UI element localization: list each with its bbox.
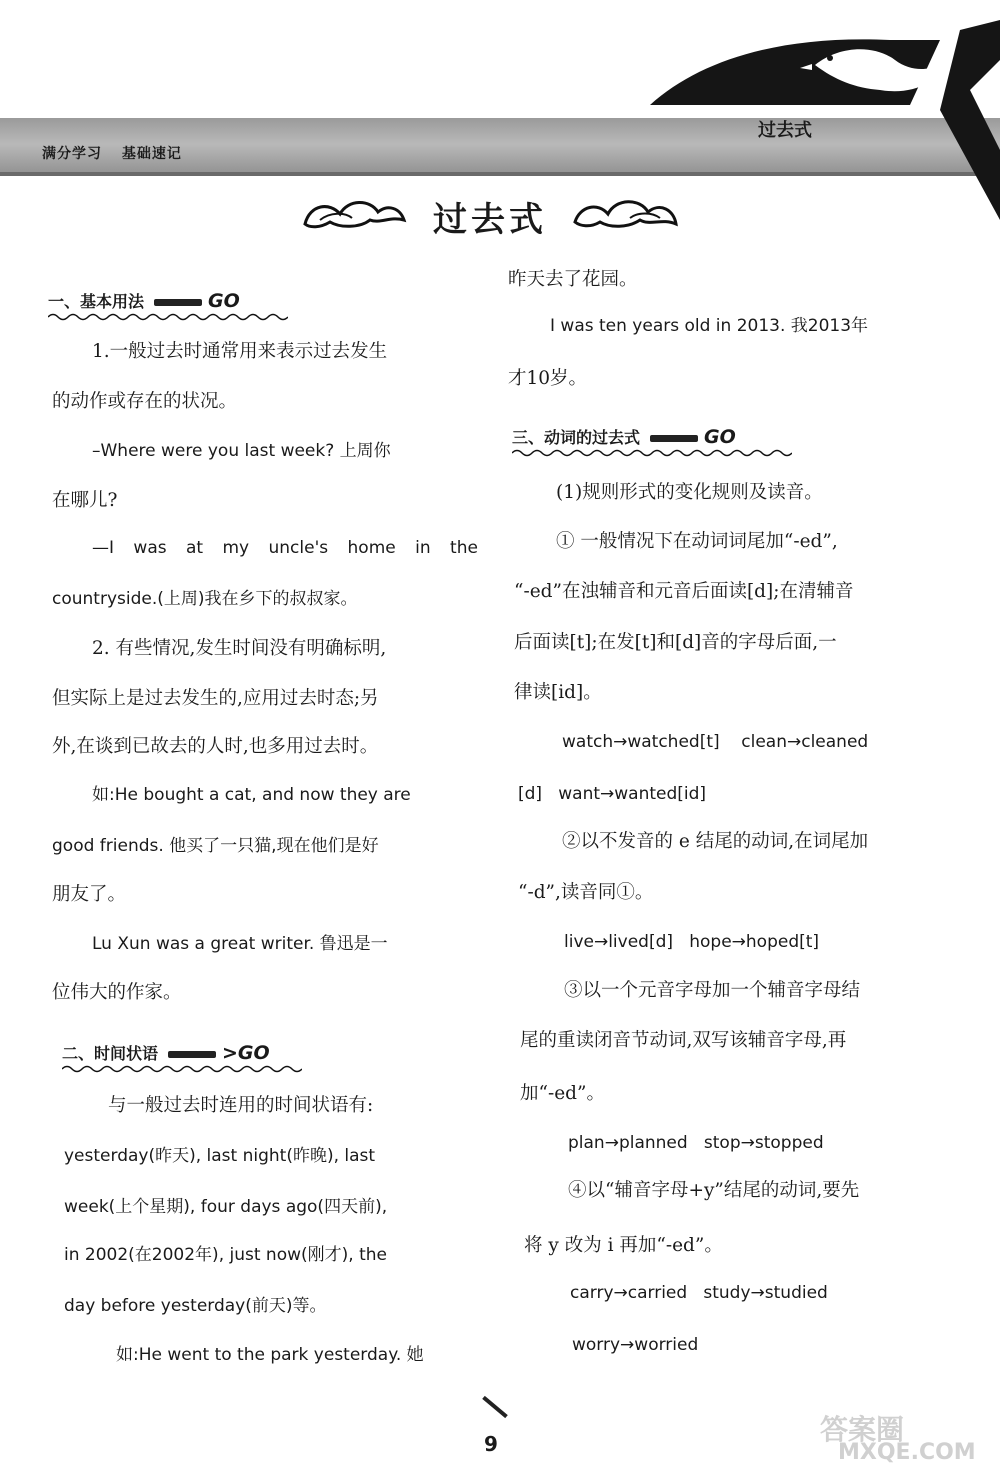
header-label-2: 基础速记 bbox=[121, 146, 182, 162]
text-line: “-ed”在浊辅音和元音后面读[d];在清辅音 bbox=[514, 581, 854, 602]
header-label-1: 满分学习 bbox=[42, 146, 102, 162]
text-line: 律读[id]。 bbox=[514, 682, 602, 703]
text-line: 与一般过去时连用的时间状语有: bbox=[108, 1095, 374, 1116]
text-line: 后面读[t];在发[t]和[d]音的字母后面,一 bbox=[514, 632, 837, 653]
text-line: in 2002(在2002年), just now(刚才), the bbox=[64, 1245, 387, 1265]
page-title bbox=[300, 190, 680, 240]
text-line: 如:He bought a cat, and now they are bbox=[92, 785, 411, 805]
text-line: week(上个星期), four days ago(四天前), bbox=[64, 1197, 388, 1217]
heading-bar bbox=[154, 299, 202, 306]
text-line: (1)规则形式的变化规则及读音。 bbox=[556, 482, 823, 503]
wavy-underline bbox=[512, 448, 792, 458]
text-line: 1.一般过去时通常用来表示过去发生 bbox=[92, 341, 388, 362]
page-number: 9 bbox=[484, 1432, 498, 1456]
wavy-underline bbox=[62, 1064, 302, 1074]
text-line: 才10岁。 bbox=[508, 368, 588, 389]
text-line: 的动作或存在的状况。 bbox=[52, 391, 238, 412]
header-chapter-title: 过去式 bbox=[758, 120, 812, 141]
text-line: ④以“辅音字母+y”结尾的动词,要先 bbox=[568, 1180, 860, 1201]
section-heading-basic-usage: 一、基本用法 GO bbox=[48, 290, 240, 312]
text-line: day before yesterday(前天)等。 bbox=[64, 1296, 327, 1316]
text-line: 将 y 改为 i 再加“-ed”。 bbox=[524, 1235, 723, 1256]
example-line: plan→planned stop→stopped bbox=[568, 1133, 824, 1153]
page-title-text: 过去式 bbox=[433, 200, 547, 240]
text-line: ③以一个元音字母加一个辅音字母结 bbox=[564, 980, 861, 1001]
heading-bar bbox=[650, 435, 698, 442]
cloud-right-icon bbox=[570, 194, 680, 234]
page-number-decoration bbox=[482, 1396, 508, 1418]
text-line: countryside.(上周)我在乡下的叔叔家。 bbox=[52, 589, 358, 609]
text-line: good friends. 他买了一只猫,现在他们是好 bbox=[52, 836, 379, 856]
example-line: watch→watched[t] clean→cleaned bbox=[562, 732, 869, 752]
text-line: –Where were you last week? 上周你 bbox=[92, 441, 391, 461]
text-line: 但实际上是过去发生的,应用过去时态;另 bbox=[52, 688, 379, 709]
example-line: carry→carried study→studied bbox=[570, 1283, 828, 1303]
text-line: 2. 有些情况,发生时间没有明确标明, bbox=[92, 638, 387, 659]
section-heading-time-adverbials: 二、时间状语 >GO bbox=[62, 1042, 270, 1064]
text-line: 如:He went to the park yesterday. 她 bbox=[116, 1345, 424, 1365]
text-line: 朋友了。 bbox=[52, 884, 127, 905]
text-line: ②以不发音的 e 结尾的动词,在词尾加 bbox=[562, 831, 869, 852]
section-heading-verb-past-forms: 三、动词的过去式 GO bbox=[512, 426, 736, 448]
text-line: Lu Xun was a great writer. 鲁迅是一 bbox=[92, 934, 388, 954]
bird-decoration-icon bbox=[640, 0, 1000, 230]
text-line: 外,在谈到已故去的人时,也多用过去时。 bbox=[52, 736, 379, 757]
text-line: —I was at my uncle's home in the bbox=[92, 538, 478, 558]
text-line: I was ten years old in 2013. 我2013年 bbox=[550, 316, 869, 336]
text-line: 在哪儿? bbox=[52, 490, 118, 511]
text-line: yesterday(昨天), last night(昨晚), last bbox=[64, 1146, 376, 1166]
text-line: 位伟大的作家。 bbox=[52, 982, 182, 1003]
text-line: ① 一般情况下在动词词尾加“-ed”, bbox=[556, 531, 838, 552]
watermark-logo: 答案圈 bbox=[820, 1413, 905, 1446]
example-line: live→lived[d] hope→hoped[t] bbox=[564, 932, 820, 952]
example-line: worry→worried bbox=[572, 1335, 699, 1355]
text-line: “-d”,读音同①。 bbox=[518, 882, 654, 903]
heading-bar bbox=[168, 1051, 216, 1058]
example-line: [d] want→wanted[id] bbox=[518, 784, 707, 804]
wavy-underline bbox=[48, 312, 288, 322]
text-line: 加“-ed”。 bbox=[520, 1083, 605, 1104]
watermark-url: MXQE.COM bbox=[838, 1440, 976, 1465]
header-left-labels bbox=[42, 143, 196, 163]
text-line: 尾的重读闭音节动词,双写该辅音字母,再 bbox=[520, 1030, 847, 1051]
text-line: 昨天去了花园。 bbox=[508, 269, 638, 290]
